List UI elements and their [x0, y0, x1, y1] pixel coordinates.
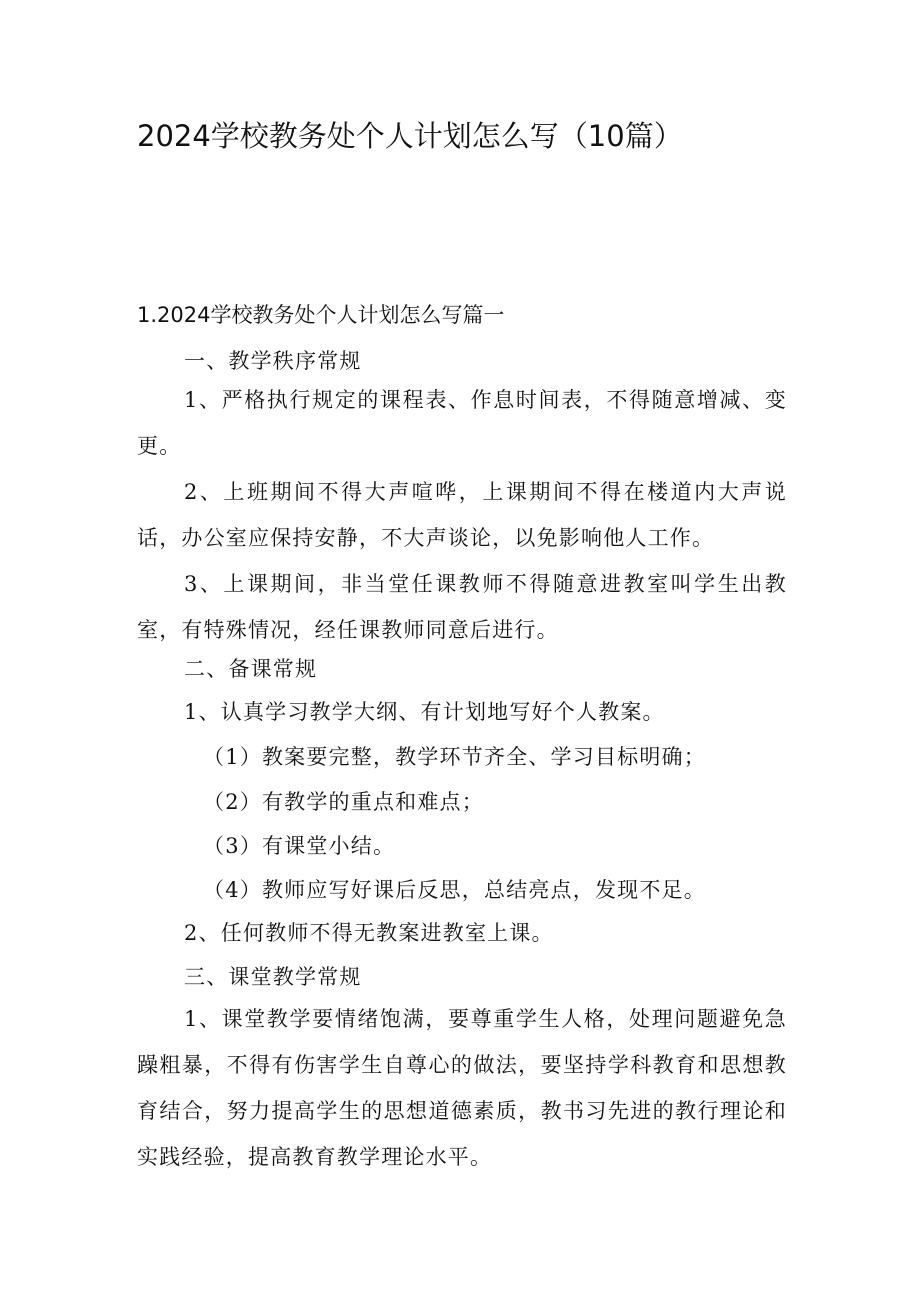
paragraph-order-3: 3、上课期间，非当堂任课教师不得随意进教室叫学生出教室，有特殊情况，经任课教师同意后进行。 [137, 572, 787, 642]
heading-teaching-order: 一、教学秩序常规 [184, 349, 362, 373]
paragraph-prep-1-item-4: （4）教师应写好课后反思，总结亮点，发现不足。 [203, 878, 706, 902]
paragraph-prep-1-item-1: （1）教案要完整，教学环节齐全、学习目标明确； [203, 745, 706, 769]
paragraph-classroom-1: 1、课堂教学要情绪饱满，要尊重学生人格，处理问题避免急躁粗暴，不得有伤害学生自尊心的做法，要坚持学科教育和思想教育结合，努力提高学生的思想道德素质，教书习先进的教行理论和实践经验，提高教育教学理论水平。 [137, 1007, 787, 1169]
section-heading: 1.2024学校教务处个人计划怎么写篇一 [137, 303, 505, 327]
paragraph-prep-1-item-3: （3）有课堂小结。 [203, 834, 396, 858]
paragraph-order-1: 1、严格执行规定的课程表、作息时间表，不得随意增减、变更。 [137, 388, 787, 458]
paragraph-prep-2: 2、任何教师不得无教案进教室上课。 [184, 921, 554, 945]
paragraph-prep-1-item-2: （2）有教学的重点和难点； [203, 790, 484, 814]
document-title: 2024学校教务处个人计划怎么写（10篇） [137, 119, 683, 153]
heading-classroom-teaching: 三、课堂教学常规 [184, 965, 362, 989]
paragraph-prep-1: 1、认真学习教学大纲、有计划地写好个人教案。 [184, 700, 665, 724]
paragraph-order-2: 2、上班期间不得大声喧哗，上课期间不得在楼道内大声说话，办公室应保持安静，不大声谈论，以免影响他人工作。 [137, 480, 787, 550]
heading-lesson-preparation: 二、备课常规 [184, 657, 318, 681]
